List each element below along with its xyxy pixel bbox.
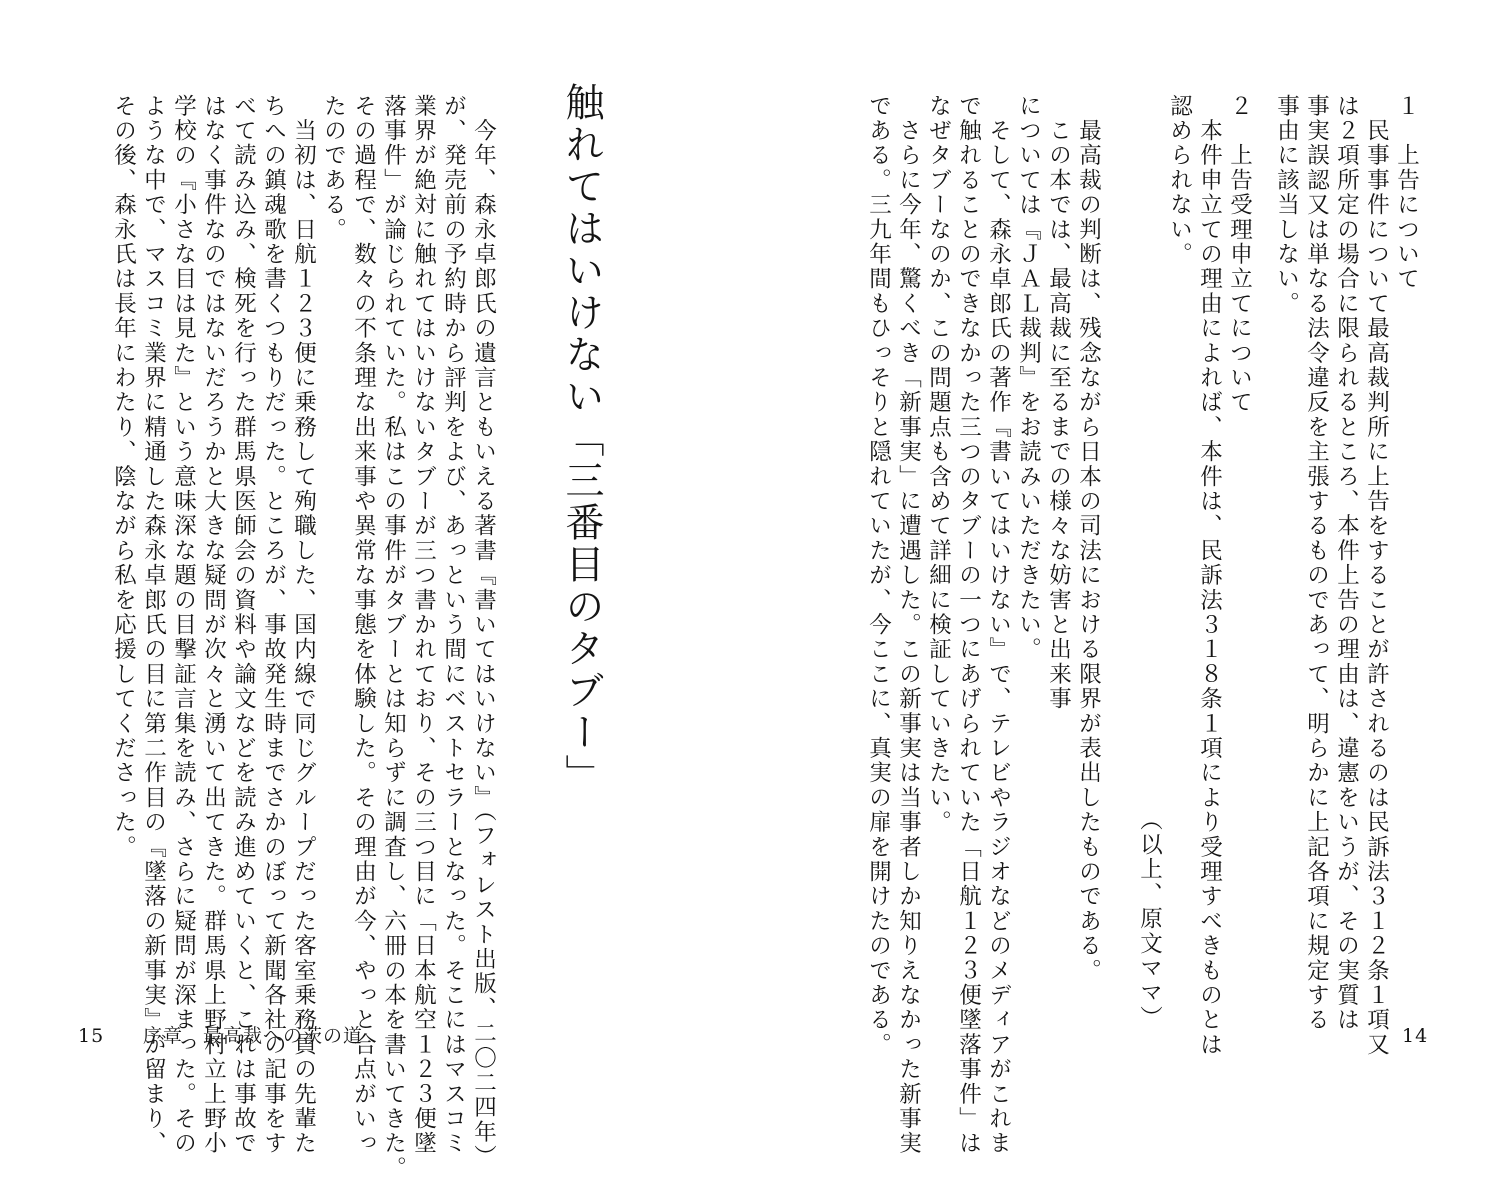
section-heading: 触れてはいけない「三番目のタブー」	[559, 82, 604, 796]
text-line: 当初は、日航１２３便に乗務して殉職した、国内線で同じグループだった客室乗務員の先輩た	[290, 94, 317, 1157]
text-line: ような中で、マスコミ業界に精通した森永卓郎氏の目に第二作目の『墜落の新事実』が留まり、	[140, 94, 167, 1157]
text-line: 認められない。	[1166, 94, 1193, 267]
text-line: 本件申立ての理由によれば、本件は、民訴法３１８条１項により受理すべきものとは	[1196, 94, 1223, 1058]
text-line: その後、森永氏は長年にわたり、陰ながら私を応援してくださった。	[110, 94, 137, 860]
text-line: 最高裁の判断は、残念ながら日本の司法における限界が表出したものである。	[1075, 94, 1102, 984]
text-line: １ 上告について	[1393, 94, 1420, 292]
text-line: 今年、森永卓郎氏の遺言ともいえる著書『書いてはいけない』（フォレスト出版、二〇二四年）	[470, 94, 497, 1170]
text-line: である。三九年間もひっそりと隠れていたが、今ここに、真実の扉を開けたのである。	[865, 94, 892, 1058]
text-line: ちへの鎮魂歌を書くつもりだった。ところが、事故発生時までさかのぼって新聞各社の記事をす	[260, 94, 287, 1157]
running-head: 序章 最高裁への茨の道	[143, 1025, 364, 1047]
text-line: 民事事件について最高裁判所に上告をすることが許されるのは民訴法３１２条１項又	[1363, 94, 1390, 1058]
text-line: 事由に該当しない。	[1273, 94, 1300, 317]
text-line: が、発売前の予約時から評判をよび、あっという間にベストセラーとなった。そこにはマスコミ	[440, 94, 467, 1157]
text-line: で触れることのできなかった三つのタブーの一つにあげられていた「日航１２３便墜落事件」は	[955, 94, 982, 1157]
text-line: はなく事件なのではないだろうかと大きな疑問が次々と湧いて出てきた。群馬県上野村立上野小	[200, 94, 227, 1157]
text-line: ２ 上告受理申立てについて	[1226, 94, 1253, 416]
text-line: 事実誤認又は単なる法令違反を主張するものであって、明らかに上記各項に規定する	[1303, 94, 1330, 1033]
right-page	[750, 0, 1500, 1157]
text-line: この本では、最高裁に至るまでの様々な妨害と出来事	[1045, 94, 1072, 712]
text-line: その過程で、数々の不条理な出来事や異常な事態を体験した。その理由が今、やっと合点がいっ	[350, 94, 377, 1157]
text-line: さらに今年、驚くべき「新事実」に遭遇した。この新事実は当事者しか知りえなかった新事実	[895, 94, 922, 1157]
text-line: 学校の『小さな目は見た』という意味深な題の目撃証言集を読み、さらに疑問が深まった。その	[170, 94, 197, 1157]
text-line: なぜタブーなのか、この問題点も含めて詳細に検証していきたい。	[925, 94, 952, 835]
text-line: べて読み込み、検死を行った群馬県医師会の資料や論文などを読み進めていくと、これは事故で	[230, 94, 257, 1157]
text-line: そして、森永卓郎氏の著作『書いてはいけない』で、テレビやラジオなどのメディアがこれま	[985, 94, 1012, 1157]
text-line: については『ＪＡＬ裁判』をお読みいただきたい。	[1015, 94, 1042, 663]
page-number: 15	[78, 1025, 105, 1047]
text-line: 落事件」が論じられていた。私はこの事件がタブーとは知らずに調査し、六冊の本を書いてきた。	[380, 94, 407, 1181]
text-line: たのである。	[320, 94, 347, 243]
text-line: 業界が絶対に触れてはいけないタブーが三つ書かれており、その三つ目に「日本航空１２３便墜	[410, 94, 437, 1157]
text-line: は２項所定の場合に限られるところ、本件上告の理由は、違憲をいうが、その実質は	[1333, 94, 1360, 1033]
page-number: 14	[1402, 1025, 1429, 1047]
attribution: （以上、原文ママ）	[1136, 808, 1163, 1031]
